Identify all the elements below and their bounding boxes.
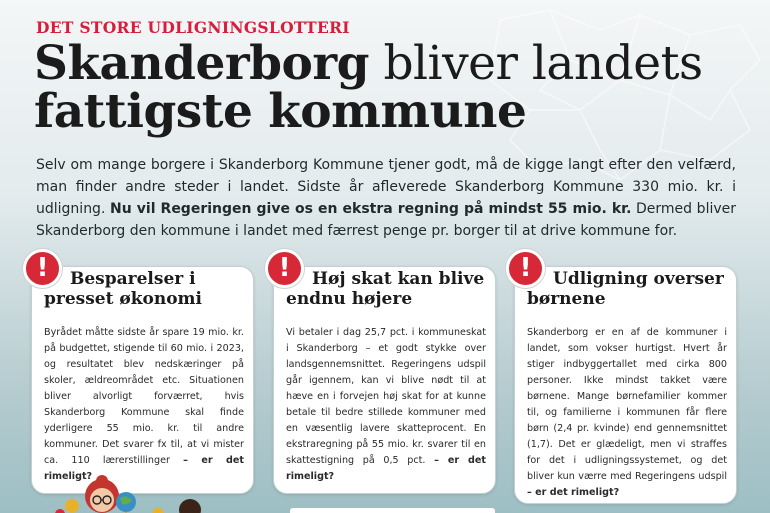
card-title — [527, 269, 728, 309]
dot-decoration — [152, 508, 164, 513]
next-panel-edge — [290, 508, 495, 513]
child-hair — [179, 499, 201, 513]
card-question: – er det rimeligt? — [44, 455, 244, 482]
lead-bold: Nu vil Regeringen give os en ekstra regning på mindst 55 mio. kr. — [110, 201, 632, 217]
card-title — [286, 269, 487, 309]
exclamation-icon: ! — [23, 249, 62, 288]
star-decoration — [65, 499, 79, 513]
headline — [34, 36, 754, 139]
exclamation-icon: ! — [265, 249, 304, 288]
headline-part2: bliver landets — [369, 36, 703, 91]
card-title-line2: børnene — [527, 289, 606, 309]
headline-line2: fattigste kommune — [34, 84, 527, 139]
card-question: – er det rimeligt? — [527, 487, 620, 498]
card-tax — [273, 253, 496, 494]
headline-part1: Skanderborg — [34, 36, 369, 91]
card-body — [286, 325, 486, 485]
card-body — [527, 325, 727, 501]
card-body-text: Skanderborg er en af de kommuner i landet, som vokser hurtigst. Hvert år stiger indbyggertallet med cirka 800 personer. Ikke mindst takket være børnene. Mange børnefamilier kommer til, og familierne i kommunen får flere børn (2,4 pr. kvinde) end gennemsnittet (1,7). Det er glædeligt, men vi straffes for det i udligningssystemet, og det bliver kun værre med Regeringens udspil — [527, 327, 727, 482]
card-title — [44, 269, 245, 309]
exclamation-icon: ! — [506, 249, 545, 288]
card-question: – er det rimeligt? — [286, 455, 486, 482]
kicker-label: DET STORE UDLIGNINGSLOTTERI — [36, 18, 350, 37]
lead-paragraph — [36, 154, 736, 242]
card-title-line2: presset økonomi — [44, 289, 202, 309]
card-title-line1: Høj skat kan blive — [312, 269, 485, 289]
lead-text1: Selv om mange borgere i Skanderborg Kommune tjener godt, må de kigge langt efter den velfærd, man finder andre steder i landet. Sidste år afleverede Skanderborg Kommune 330 mio. kr. i udligning. — [36, 157, 736, 217]
card-children — [514, 253, 737, 504]
card-title-line2: endnu højere — [286, 289, 413, 309]
card-title-line1: Besparelser i — [70, 269, 196, 289]
dot-decoration — [55, 509, 65, 513]
card-body-text: Byrådet måtte sidste år spare 19 mio. kr. på budgettet, stigende til 60 mio. i 2023, og resultatet blev nedskæringer på skoler, ældreområdet etc. Situationen bliver alvorligt forværret, hvis Skanderborg Kommune skal finde yderligere 55 mio. kr. til andre kommuner. Det svarer fx til, at vi mister ca. 110 lærerstillinger — [44, 327, 244, 466]
teacher-globe-illustration — [40, 456, 220, 513]
lead-text2: Dermed bliver Skanderborg den kommune i landet med færrest penge pr. borger til at drive kommune for. — [36, 201, 737, 239]
hair-bun — [96, 475, 108, 487]
card-title-line1: Udligning overser — [553, 269, 724, 289]
card-body-text: Vi betaler i dag 25,7 pct. i kommuneskat i Skanderborg – et godt stykke over landsgennemsnittet. Regeringens udspil går igennem, kan vi blive nødt til at hæve en i forvejen høj skat for at kunne betale til bedre stillede kommuner med en væsentlig lavere skatteprocent. En ekstraregning på 55 mio. kr. svarer til en skattestigning på 0,5 pct. — [286, 327, 486, 466]
